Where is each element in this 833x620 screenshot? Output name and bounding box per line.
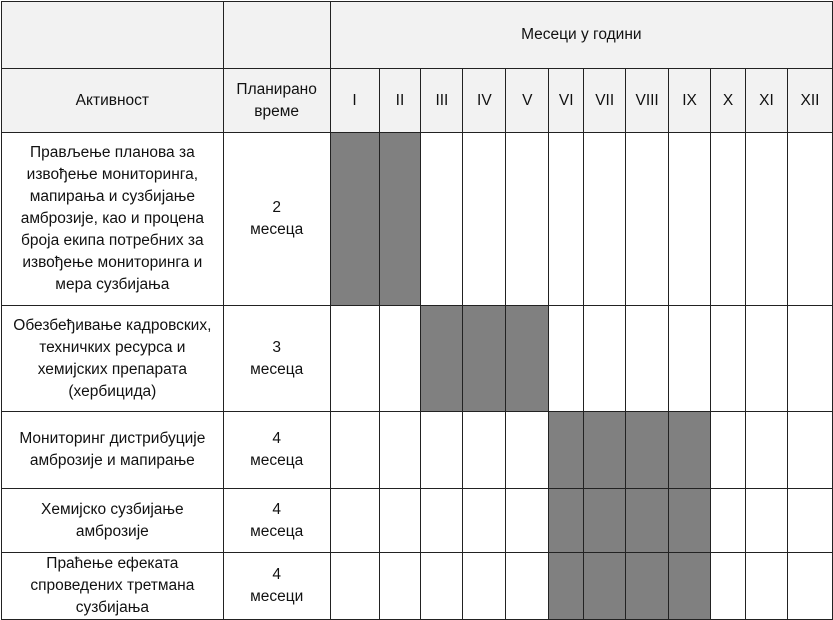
activity-cell: Праћење ефеката спроведених третмана сузбијања [2, 553, 224, 620]
month-cell [330, 306, 379, 412]
planned-time-cell [223, 553, 330, 620]
month-cell [669, 133, 711, 306]
empty-header-cell [223, 2, 330, 69]
month-cell [549, 133, 584, 306]
month-cell-active [330, 133, 379, 306]
month-cell [421, 553, 463, 620]
planned-time-cell [223, 412, 330, 489]
month-cell-active [584, 553, 626, 620]
month-cell [463, 412, 506, 489]
month-cell [463, 553, 506, 620]
month-header: XI [746, 69, 788, 133]
month-cell [584, 306, 626, 412]
month-cell [379, 553, 421, 620]
month-cell [626, 306, 669, 412]
month-cell [711, 133, 746, 306]
month-cell [463, 133, 506, 306]
month-cell [626, 133, 669, 306]
month-cell [506, 133, 549, 306]
duration-unit: месеци [250, 588, 304, 605]
month-cell-active [669, 553, 711, 620]
month-cell [746, 306, 788, 412]
month-cell [787, 489, 832, 553]
month-cell-active [549, 553, 584, 620]
month-header: III [421, 69, 463, 133]
header-row-months [2, 69, 833, 133]
month-cell [330, 553, 379, 620]
month-header: VII [584, 69, 626, 133]
month-cell-active [669, 412, 711, 489]
duration-unit: месеца [250, 221, 304, 238]
month-cell [787, 412, 832, 489]
month-cell [330, 412, 379, 489]
month-header: V [506, 69, 549, 133]
month-cell [549, 306, 584, 412]
month-cell [421, 489, 463, 553]
planned-time-cell [223, 133, 330, 306]
activity-cell: Хемијско сузбијање амброзије [2, 489, 224, 553]
months-title: Месеци у години [330, 2, 832, 69]
month-header: I [330, 69, 379, 133]
month-cell [421, 133, 463, 306]
month-cell [746, 133, 788, 306]
duration-count: 3 [272, 338, 281, 356]
month-cell [379, 412, 421, 489]
duration-unit: месеца [250, 360, 304, 378]
duration-count: 4 [272, 500, 281, 518]
month-cell [746, 553, 788, 620]
month-cell-active [626, 412, 669, 489]
activity-header: Активност [2, 69, 224, 133]
month-cell-active [421, 306, 463, 412]
planned-time-header: Планирано време [223, 69, 330, 133]
month-cell [746, 489, 788, 553]
table-row [2, 306, 833, 412]
month-cell-active [584, 412, 626, 489]
month-cell [463, 489, 506, 553]
month-cell [379, 306, 421, 412]
table-row [2, 489, 833, 553]
table-row [2, 412, 833, 489]
month-cell-active [463, 306, 506, 412]
month-cell [506, 489, 549, 553]
month-cell [669, 306, 711, 412]
month-cell [787, 306, 832, 412]
activity-cell: Прављење планова за извођење мониторинга, мапирања и сузбијање амброзије, као и процена броја екипа потребних за извођење мониторинга и мера сузбијања [2, 133, 224, 306]
activity-schedule-table [1, 1, 833, 620]
month-cell-active [379, 133, 421, 306]
month-header: VIII [626, 69, 669, 133]
month-cell-active [506, 306, 549, 412]
month-cell [711, 489, 746, 553]
empty-header-cell [2, 2, 224, 69]
month-cell [506, 553, 549, 620]
month-cell [711, 412, 746, 489]
month-header: VI [549, 69, 584, 133]
month-cell [421, 412, 463, 489]
month-cell [787, 133, 832, 306]
month-cell [746, 412, 788, 489]
table-row [2, 133, 833, 306]
month-header: II [379, 69, 421, 133]
month-cell [711, 553, 746, 620]
month-cell [787, 553, 832, 620]
month-cell-active [626, 489, 669, 553]
duration-count: 2 [272, 199, 281, 216]
month-cell-active [549, 412, 584, 489]
month-cell-active [626, 553, 669, 620]
duration-unit: месеца [250, 452, 304, 469]
duration-count: 4 [272, 566, 281, 583]
month-header: IV [463, 69, 506, 133]
month-cell [330, 489, 379, 553]
duration-count: 4 [272, 430, 281, 447]
table-row [2, 553, 833, 620]
planned-time-cell [223, 306, 330, 412]
month-cell [379, 489, 421, 553]
activity-cell: Мониторинг дистрибуције амброзије и мапирање [2, 412, 224, 489]
month-cell-active [584, 489, 626, 553]
month-header: IX [669, 69, 711, 133]
month-header: X [711, 69, 746, 133]
duration-unit: месеца [250, 522, 304, 540]
activity-cell: Обезбеђивање кадровских, техничких ресурса и хемијских препарата (хербицида) [2, 306, 224, 412]
month-header: XII [787, 69, 832, 133]
month-cell-active [669, 489, 711, 553]
month-cell [584, 133, 626, 306]
month-cell-active [549, 489, 584, 553]
month-cell [711, 306, 746, 412]
planned-time-cell [223, 489, 330, 553]
header-row-top [2, 2, 833, 69]
month-cell [506, 412, 549, 489]
